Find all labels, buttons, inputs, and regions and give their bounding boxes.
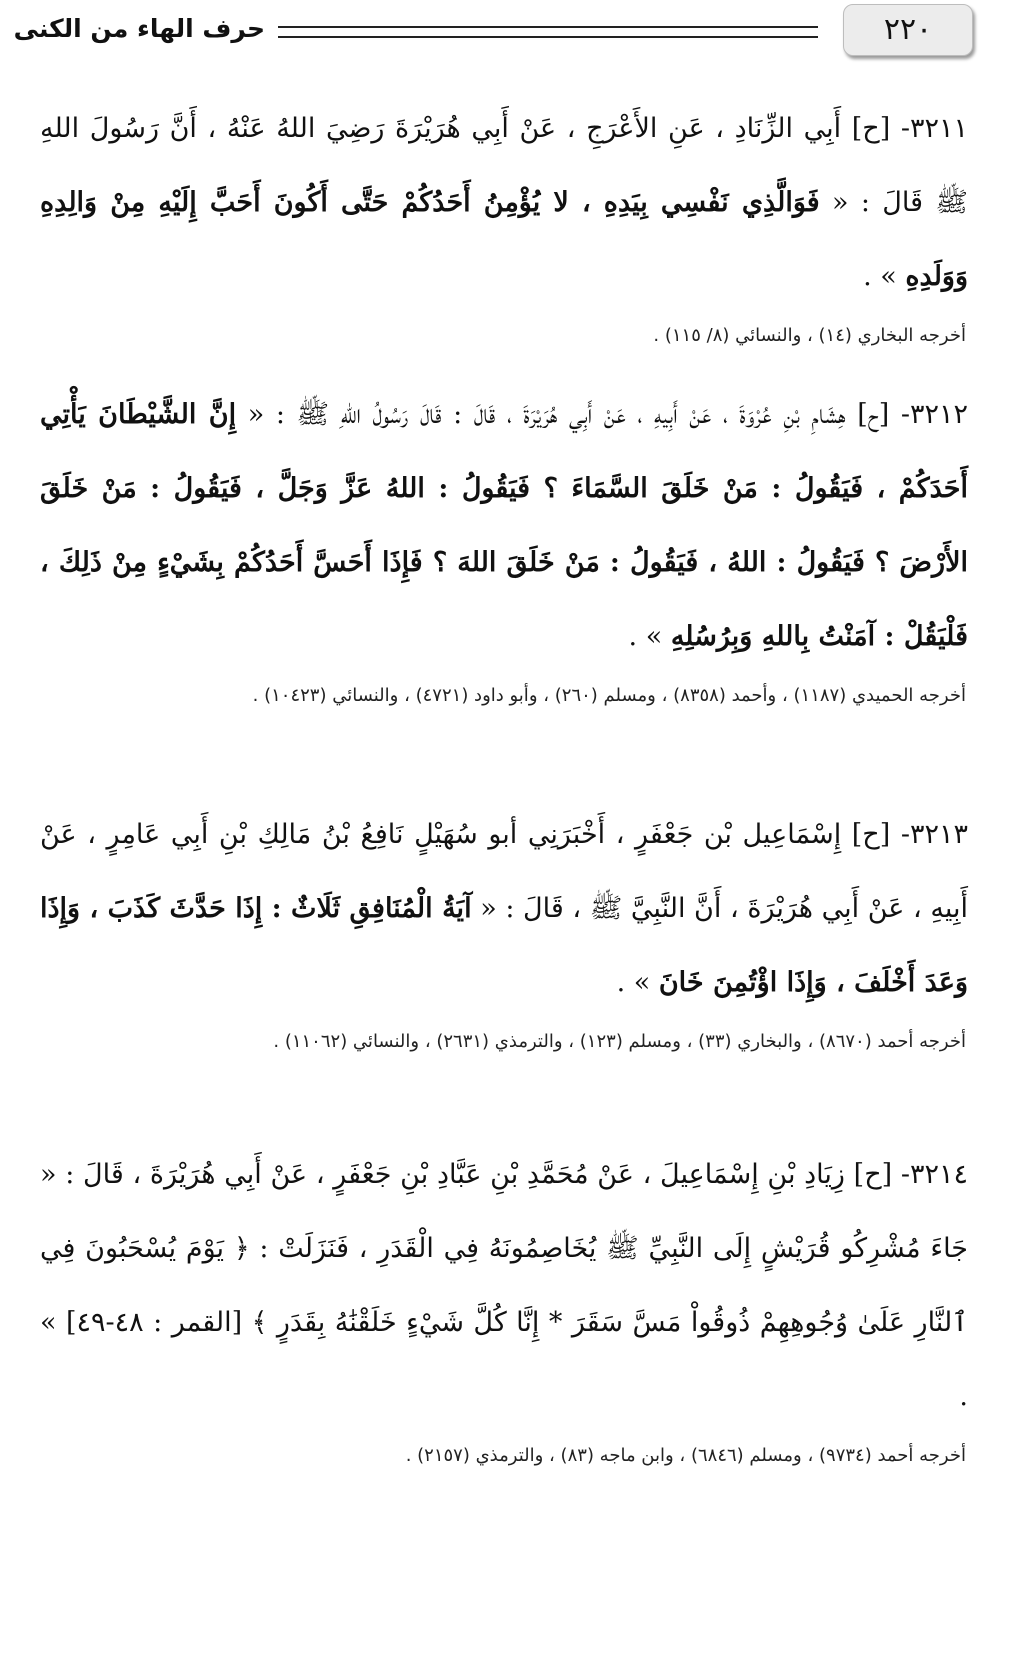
entry-intro: ٣٢١٣- [ح] إِسْمَاعِيل بْن جَعْفَرٍ ، أَخْبَرَنِي أبو سُهَيْلٍ نَافِعُ بْنُ مَالِكِ بْنِ أَبِي عَامِرٍ ، عَنْ أَبِيهِ ، عَنْ أَبِي هُرَيْرَةَ ، أَنَّ النَّبِيَّ ﷺ ، قَالَ : « [40,819,968,924]
entry-outro: » . [628,621,663,652]
entry-intro: ٣٢١١- [ح] أَبِي الزِّنَادِ ، عَنِ الأَعْرَجِ ، عَنْ أَبِي هُرَيْرَةَ رَضِيَ اللهُ عَنْهُ ، أَنَّ رَسُولَ اللهِ ﷺ قَالَ : « [40,113,968,218]
page-header [0,0,1010,72]
page-number: ٢٢٠ [843,4,973,56]
hadith-entry [40,798,968,1064]
entry-intro: ٣٢١٢- [ح] هِشَامِ بْنِ عُرْوَةَ ، عَنْ أَبِيهِ ، عَنْ أَبِي هُرَيْرَةَ ، قَالَ : قَالَ رَسُولُ اللهِ ﷺ : « [247,399,968,430]
source-note: أخرجه أحمد (٨٦٧٠) ، والبخاري (٣٣) ، ومسلم (١٢٣) ، والترمذي (٢٦٣١) ، والنسائي (١١٠٦٢) . [273,1031,966,1052]
hadith-text: إِنَّ الشَّيْطَانَ يَأْتِي أَحَدَكُمْ ، فَيَقُولُ : مَنْ خَلَقَ السَّمَاءَ ؟ فَيَقُولُ : اللهُ عَزَّ وَجَلَّ ، فَيَقُولُ : مَنْ خَلَقَ الأَرْضَ ؟ فَيَقُولُ : اللهُ ، فَيَقُولُ : مَنْ خَلَقَ اللهَ ؟ فَإِذَا أَحَسَّ أَحَدُكُمْ بِشَيْءٍ مِنْ ذَلِكَ ، فَلْيَقُلْ : آمَنْتُ بِاللهِ وَبِرُسُلِهِ [40,399,968,652]
hadith-text: فَوَالَّذِي نَفْسِي بِيَدِهِ ، لا يُؤْمِنُ أَحَدُكُمْ حَتَّى أَكُونَ أَحَبَّ إِلَيْهِ مِنْ وَالِدِهِ وَوَلَدِهِ [40,187,968,292]
entry-text [40,1138,968,1434]
hadith-entry [40,92,968,358]
hadith-entry [40,1138,968,1478]
source-note: أخرجه البخاري (١٤) ، والنسائي (٨/ ١١٥) . [653,325,966,346]
hadith-entry [40,378,968,718]
source-note: أخرجه الحميدي (١١٨٧) ، وأحمد (٨٣٥٨) ، ومسلم (٢٦٠) ، وأبو داود (٤٧٢١) ، والنسائي (١٠٤٢٣) . [252,685,966,706]
entry-text [40,92,968,314]
entry-text [40,798,968,1020]
source-note: أخرجه أحمد (٩٧٣٤) ، ومسلم (٦٨٤٦) ، وابن ماجه (٨٣) ، والترمذي (٢١٥٧) . [405,1445,966,1466]
chapter-title: حرف الهاء من الكنى [13,14,265,43]
hadith-text: آيَةُ الْمُنَافِقِ ثَلَاثٌ : إِذَا حَدَّثَ كَذَبَ ، وَإِذَا وَعَدَ أَخْلَفَ ، وَإِذَا اؤْتُمِنَ خَانَ [40,893,968,998]
header-double-rule [278,26,818,38]
entry-outro: » . [863,261,897,292]
entry-outro: » . [616,967,651,998]
entry-text [40,378,968,674]
entry-intro: ٣٢١٤- [ح] زِيَادِ بْنِ إِسْمَاعِيلَ ، عَنْ مُحَمَّدِ بْنِ عَبَّادِ بْنِ جَعْفَرٍ ، عَنْ أَبِي هُرَيْرَةَ ، قَالَ : « جَاءَ مُشْرِكُو قُرَيْشٍ إِلَى النَّبِيِّ ﷺ يُخَاصِمُونَهُ فِي الْقَدَرِ ، فَنَزَلَتْ : ﴿ يَوْمَ يُسْحَبُونَ فِي ٱلنَّارِ عَلَىٰ وُجُوهِهِمْ ذُوقُواْ مَسَّ سَقَرَ * إِنَّا كُلَّ شَيْءٍ خَلَقْنَٰهُ بِقَدَرٍ ﴾ [القمر : ٤٨-٤٩] » . [40,1159,968,1412]
